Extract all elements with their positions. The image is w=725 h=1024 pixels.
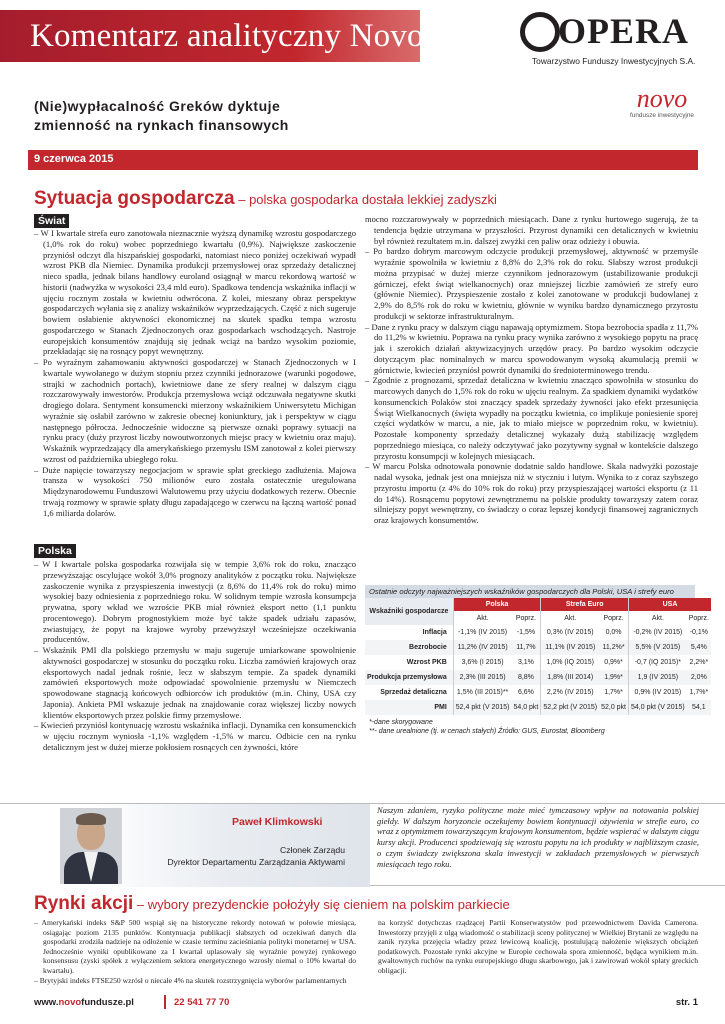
table-cell: 6,6% <box>511 685 540 700</box>
footer-website-link[interactable]: www.novofundusze.pl <box>34 997 134 1008</box>
opera-logo-tagline: Towarzystwo Funduszy Inwestycyjnych S.A. <box>532 56 696 66</box>
headline-line-1: (Nie)wypłacalność Greków dyktuje <box>34 98 281 114</box>
table-cell: Sprzedaż detaliczna <box>365 685 453 700</box>
equities-paragraph: na korzyść dotychczas rządzącej Partii Konserwatystów pod przewodnictwem Davida Camerona. Inwestorzy przyjęli z ulgą wiadomość o stabilizacji sceny politycznej w Wielkiej Brytanii ze względu na zanik ryzyka przejęcia władzy przez lewicową koalicję, postulującą nałożenie większych obciążeń podatkowych. Pozostałe rynki akcyjne w Europie cechowała spora zmienność, będąca wynikiem m.in. gwałtownych ruchów na rynku europejskiego długu skarbowego, jak i zawirowań wokół spłaty greckich obligacji. <box>378 918 698 975</box>
table-group-header: USA <box>629 598 711 611</box>
table-row <box>365 670 711 685</box>
table-group-header: Strefa Euro <box>541 598 629 611</box>
right-column <box>365 214 698 526</box>
table-cell: 2,2% (IV 2015) <box>541 685 599 700</box>
section-title-sub: – wybory prezydenckie położyły się cieniem na polskim parkiecie <box>133 897 510 912</box>
table-cell: 0,9% (IV 2015) <box>629 685 687 700</box>
right-paragraph: – Dane z rynku pracy w dalszym ciągu napawają optymizmem. Stopa bezrobocia spadła z 11,7% do 11,2% w kwietniu. Poprawa na rynku pracy wynika zarówno z wysokiego popytu na pracę jak i szerokich działań aktywizacyjnych urzędów pracy. Po bardzo wysokim odczycie dotyczącym płac nominalnych w marcu spowodowanym wysoką akumulacją premii w górnictwie, kwiecień przyniósł powrót dynamiki do średnioterminowego trendu. <box>365 321 698 375</box>
table-cell: 1,9%* <box>599 670 628 685</box>
table-cell: 11,7% <box>511 640 540 655</box>
equities-paragraph: – Brytyjski indeks FTSE250 wzrósł o niecałe 4% na skutek rozstrzygnięcia wyborów parlamentarnych <box>34 975 347 985</box>
table-cell: 52,0 pkt <box>599 700 628 715</box>
table-title: Ostatnie odczyty najważniejszych wskaźników gospodarczych dla Polski, USA i strefy euro <box>365 585 695 598</box>
table-sub-header: Poprz. <box>599 611 628 625</box>
table-cell: 3,6% (I 2015) <box>453 655 511 670</box>
section-title-main: Sytuacja gospodarcza <box>34 188 235 209</box>
table-cell: 1,5% (III 2015)** <box>453 685 511 700</box>
table-sub-header: Akt. <box>629 611 687 625</box>
right-paragraph: mocno rozczarowywały w poprzednich miesiącach. Dane z rynku hurtowego sugerują, że ta tendencja będzie utrzymana w przyszłości. Przyrost dynamiki cen detalicznych w kwietniu był również rezultatem m.in. dalszej zwyżki cen paliw oraz odzieży i obuwia. <box>365 214 698 246</box>
table-group-header: Polska <box>453 598 541 611</box>
table-cell: Inflacja <box>365 625 453 640</box>
table-cell: 8,8% <box>511 670 540 685</box>
footer-phone: 22 541 77 70 <box>174 997 230 1008</box>
date-band <box>28 150 698 170</box>
opera-logo <box>512 12 712 68</box>
table-row <box>365 700 711 715</box>
page-number: str. 1 <box>675 997 698 1008</box>
equities-left-column <box>34 918 356 985</box>
tag-poland: Polska <box>34 544 76 558</box>
table-cell: -1,1% (IV 2015) <box>453 625 511 640</box>
analyst-quote: Naszym zdaniem, ryzyko polityczne może mieć tymczasowy wpływ na notowania polskiej giełdy. W dalszym horyzoncie oczekujemy bowiem kontynuacji ożywienia w strefie euro, co wraz z optymizmem towarzyszącym krajowym konsumentom, będzie wspierać w dalszym ciągu kursy akcji. Producenci spodziewają się wzrostu popytu na ich produkty w najbliższym czasie, o czym świadczy zwiększona skala inwestycji w zakładach przemysłowych w pierwszych miesiącach tego roku. <box>377 805 699 869</box>
headline-line-2: zmienność na rynkach finansowych <box>34 117 289 133</box>
opera-logo-mark-icon <box>520 12 560 52</box>
analyst-role-line: Członek Zarządu <box>280 845 345 855</box>
section-title-sub: – polska gospodarka dostała lekkiej zadyszki <box>234 192 497 207</box>
tag-world: Świat <box>34 214 69 228</box>
analyst-band <box>0 803 725 886</box>
table-cell: -0,2% (IV 2015) <box>629 625 687 640</box>
table-cell: 54,0 pkt <box>511 700 540 715</box>
table-note: *-dane skorygowane <box>369 719 433 726</box>
table-row-header: Wskaźniki gospodarcze <box>365 598 453 625</box>
table-notes <box>365 715 695 738</box>
table-sub-header: Akt. <box>541 611 599 625</box>
world-paragraph: – Duże napięcie towarzyszy negocjacjom w sprawie spłat greckiego zadłużenia. Majowa transza w wysokości 750 milionów euro została ostatecznie uregulowana Międzynarodowemu Funduszowi Walutowemu przy użyciu dodatkowych rezerw. Obecnie trwają rozmowy w sprawie spłaty długu zapadającego w czerwcu na łączną wartość ponad 1,6 miliarda dolarów. <box>34 464 356 518</box>
section-title-equities <box>34 893 510 915</box>
section-title-economy <box>34 188 497 210</box>
table-cell: -0,1% <box>687 625 711 640</box>
page-title: Komentarz analityczny Novo <box>30 18 424 54</box>
footer <box>34 994 698 1014</box>
right-paragraph: – Po bardzo dobrym marcowym odczycie produkcji przemysłowej, aktywność w przemyśle wyraźnie spowolniła w kwietniu z 8,8% do 2,3% rok do roku. Słabszy wzrost produkcji można przypisać w dużej mierze czynnikom jednorazowym (ustabilizowanie produkcji górniczej, efekt świąt wielkanocnych) oraz mniejszej liczbie zamówień ze strefy euro (głównie Niemiec). Przyspieszenie zostało z kolei zanotowane w produkcji budowlanej z 2,9% do 8,5% rok do roku w kwietniu, głównie w wyniku bardzo dynamicznego przyrostu produkcji w sektorze infrastrukturalnym. <box>365 246 698 321</box>
header <box>0 0 725 76</box>
table-cell: Produkcja przemysłowa <box>365 670 453 685</box>
table-note: **- dane urealnione (tj. w cenach stałych) Źródło: GUS, Eurostat, Bloomberg <box>369 728 605 735</box>
headline <box>34 97 289 135</box>
table-sub-header: Akt. <box>453 611 511 625</box>
table-cell: Wzrost PKB <box>365 655 453 670</box>
world-paragraph: – W I kwartale strefa euro zanotowała nieznacznie wyższą dynamikę wzrostu gospodarczego (1,0% rok do roku) wobec poprzedniego kwartału (0,9%). Największe zaskoczenie przyniósł odczyt dla hiszpańskiej gospodarki, natomiast nieco poniżej oczekiwań wypadł wzrost PKB dla Niemiec. Dynamika produkcji przemysłowej oraz sprzedaży detalicznej nieco spadła, jednak bilans handlowy euroland osiągnął w marcu rekordową wartość w historii (nadwyżka w wysokości 23,4 mld euro). Spadkowa tendencja wskaźnika inflacji w ujęciu rocznym została w kwietniu odwrócona. Z kolei, mieszany obraz perspektyw gospodarczych wyłania się z analizy wskaźników wyprzedzających. Część z nich sugeruje bowiem osłabienie aktywności ekonomicznej na skutek spadku tempa wzrostu gospodarczego w Stanach Zjednoczonych oraz gospodarkach wschodzących. Nastroje europejskich konsumentów znajdują się jednak wciąż na bardzo wysokim poziomie, przekładając się na rosnący popyt wewnętrzny. <box>34 228 356 357</box>
analyst-photo <box>60 808 122 884</box>
table-cell: 54,0 pkt (V 2015) <box>629 700 687 715</box>
opera-logo-word: OPERA <box>558 11 689 51</box>
table-cell: 1,7%* <box>687 685 711 700</box>
poland-paragraph: – Wskaźnik PMI dla polskiego przemysłu w maju sugeruje umiarkowane spowolnienie aktywności gospodarczej w stosunku do początku roku. Liczba zamówień krajowych oraz eksportowych nadal jednak rośnie, lecz w słabszym tempie. Za spadek dynamiki zamówień eksportowych może odpowiadać spowolnienie przemysłu w Niemczech spowodowane stagnacją końcowych odbiorców ich produktów (m.in. Chiny, USA czy Japonia). Ankieta PMI wskazuje jednak na znajdowanie coraz większej liczby nowych klientów eksportowych przez polskie firmy przemysłowe. <box>34 645 356 720</box>
indicators-table <box>365 598 711 715</box>
table-cell: 2,3% (III 2015) <box>453 670 511 685</box>
novo-logo <box>627 86 697 126</box>
table-cell: 54,1 <box>687 700 711 715</box>
poland-column <box>34 559 356 753</box>
table-sub-header: Poprz. <box>687 611 711 625</box>
table-row <box>365 685 711 700</box>
table-cell: 11,2%* <box>599 640 628 655</box>
table-row <box>365 625 711 640</box>
right-paragraph: – Zgodnie z prognozami, sprzedaż detaliczna w kwietniu znacząco spowolniła w stosunku do marcowych danych do 1,5% rok do roku w ujęciu realnym. Za spadkiem dynamiki wydatków konsumenckich Polaków stoi znaczący spadek sprzedaży żywności jako efekt przesunięcia Świąt Wielkanocnych (święta wypadły na początku kwietnia, co implikuje poniesienie sporej części wydatków w marcu, a nie, jak to miało miejsce w poprzednim roku, w kwietniu). Pozostałe komponenty sprzedaży detalicznej wykazały dużą stabilizację względem poprzedniego miesiąca, co należy odczytywać jako pozytywny sygnał w kontekście dalszego przyrostu konsumpcji w kolejnych miesiącach. <box>365 375 698 461</box>
novo-logo-tagline: fundusze inwestycyjne <box>630 112 694 119</box>
section-title-main: Rynki akcji <box>34 893 134 914</box>
table-cell: 1,8% (III 2014) <box>541 670 599 685</box>
poland-paragraph: – W I kwartale polska gospodarka rozwijała się w tempie 3,6% rok do roku, znacząco przewyższając oscylujące wokół 3,0% prognozy analityków z początku roku. Największe zaskoczenie wynika z przyspieszenia inwestycji (z 8,6% do 11,4% rok do roku) mimo wysokiej bazy odniesienia z poprzedniego roku. W solidnym tempie wzrosła konsumpcja prywatna, spory wkład we wzroście PKB miał również eksport netto (1,1 punktu procentowego). Dobrym prognostykiem może być także spadek udziału zapasów, zwiastujący, że popyt na krajowe wyroby przewyższył wcześniejsze oczekiwania producentów. <box>34 559 356 645</box>
table-cell: 52,2 pkt (V 2015) <box>541 700 599 715</box>
table-cell: 5,5% (V 2015) <box>629 640 687 655</box>
poland-paragraph: – Kwiecień przyniósł kontynuację wzrostu wskaźnika inflacji. Dynamika cen konsumenckich w ujęciu rocznym wyniosła -1,1% względem -1,5% w marcu. Odbicie cen na rynku detalicznym jest w dużej mierze pokłosiem rosnących cen żywności, które <box>34 720 356 752</box>
world-paragraph: – Po wyraźnym zahamowaniu aktywności gospodarczej w Stanach Zjednoczonych w I kwartale wywołanego w dużym stopniu przez czynniki jednorazowe (warunki pogodowe, strajki w zachodnich portach), kwietniowe dane ze sfery realnej w dalszym ciągu rozczarowywały inwestorów. Produkcja przemysłowa wciąż odczuwała negatywne skutki drogiego dolara. Sentyment konsumencki mierzony wskaźnikiem Uniwersytetu Michigan wyraźnie się osłabił zarówno w zakresie obecnej koniunktury, jak i perspektyw w ciągu następnego półrocza. Jednocześnie widoczne są pierwsze oznaki poprawy sytuacji na rynku pracy (duży przyrost liczby nowoutworzonych miejsc pracy w kwietniu oraz maju). Wskaźnik wyprzedzający dla amerykańskiego przemysłu ISM zanotował z kolei pierwszy wzrost od października ubiegłego roku. <box>34 357 356 464</box>
table-cell: 5,4% <box>687 640 711 655</box>
table-cell: Bezrobocie <box>365 640 453 655</box>
table-cell: 52,4 pkt (V 2015) <box>453 700 511 715</box>
table-cell: 2,0% <box>687 670 711 685</box>
right-paragraph: – W marcu Polska odnotowała ponownie dodatnie saldo handlowe. Skala nadwyżki pozostaje nadal wysoka, jednak jest ona mniejsza niż w styczniu i lutym. Wynika to z coraz szybszego przyrostu importu (z 4% do 10% rok do roku) przy przyspieszającej wartości eksportu (z 11 do 14%). Rosnącemu popytowi zewnętrznemu na polskie produkty towarzyszy zatem coraz silniejszy popyt wewnętrzny, co świadczy o coraz lepszej kondycji finansowej zagranicznych oraz krajowych konsumentów. <box>365 461 698 525</box>
analyst-role <box>167 844 345 868</box>
table-cell: 0,9%* <box>599 655 628 670</box>
table-cell: 11,1% (IV 2015) <box>541 640 599 655</box>
table-cell: 1,7%* <box>599 685 628 700</box>
table-cell: 0,3% (IV 2015) <box>541 625 599 640</box>
analyst-name: Paweł Klimkowski <box>232 816 323 828</box>
table-cell: 1,9 (IV 2015) <box>629 670 687 685</box>
table-cell: 11,2% (IV 2015) <box>453 640 511 655</box>
equities-paragraph: – Amerykański indeks S&P 500 wspiął się na historyczne rekordy notowań w połowie miesiąca, osiągając poziom 2135 punktów. Kontynuacja publikacji słabszych od oczekiwań danych dla gospodarki zrodziła nadzieje na odłożenie w czasie terminu zacieśniania polityki monetarnej w USA. Jednocześnie wyniki opublikowane za I kwartał uplasowały się wyraźnie powyżej rynkowego konsensusu (zyski spółek z wyłączeniem sektora energetycznego wzrosły niemal o 10% kwartał do kwartału). <box>34 918 356 975</box>
table-cell: -0,7 (IQ 2015)* <box>629 655 687 670</box>
table-cell: PMI <box>365 700 453 715</box>
table-sub-header: Poprz. <box>511 611 540 625</box>
table-cell: -1,5% <box>511 625 540 640</box>
table-cell: 0,0% <box>599 625 628 640</box>
publication-date: 9 czerwca 2015 <box>34 153 114 165</box>
novo-logo-word: novo <box>636 84 688 113</box>
table-row <box>365 655 711 670</box>
table-cell: 2,2%* <box>687 655 711 670</box>
table-cell: 1,0% (IQ 2015) <box>541 655 599 670</box>
equities-right-column <box>378 918 698 976</box>
table-row <box>365 640 711 655</box>
footer-divider <box>164 995 166 1009</box>
analyst-role-line: Dyrektor Departamentu Zarządzania Aktywami <box>167 857 345 867</box>
indicators-table-box <box>365 585 709 738</box>
table-cell: 3,1% <box>511 655 540 670</box>
world-column <box>34 228 356 518</box>
analyst-card <box>0 804 370 887</box>
